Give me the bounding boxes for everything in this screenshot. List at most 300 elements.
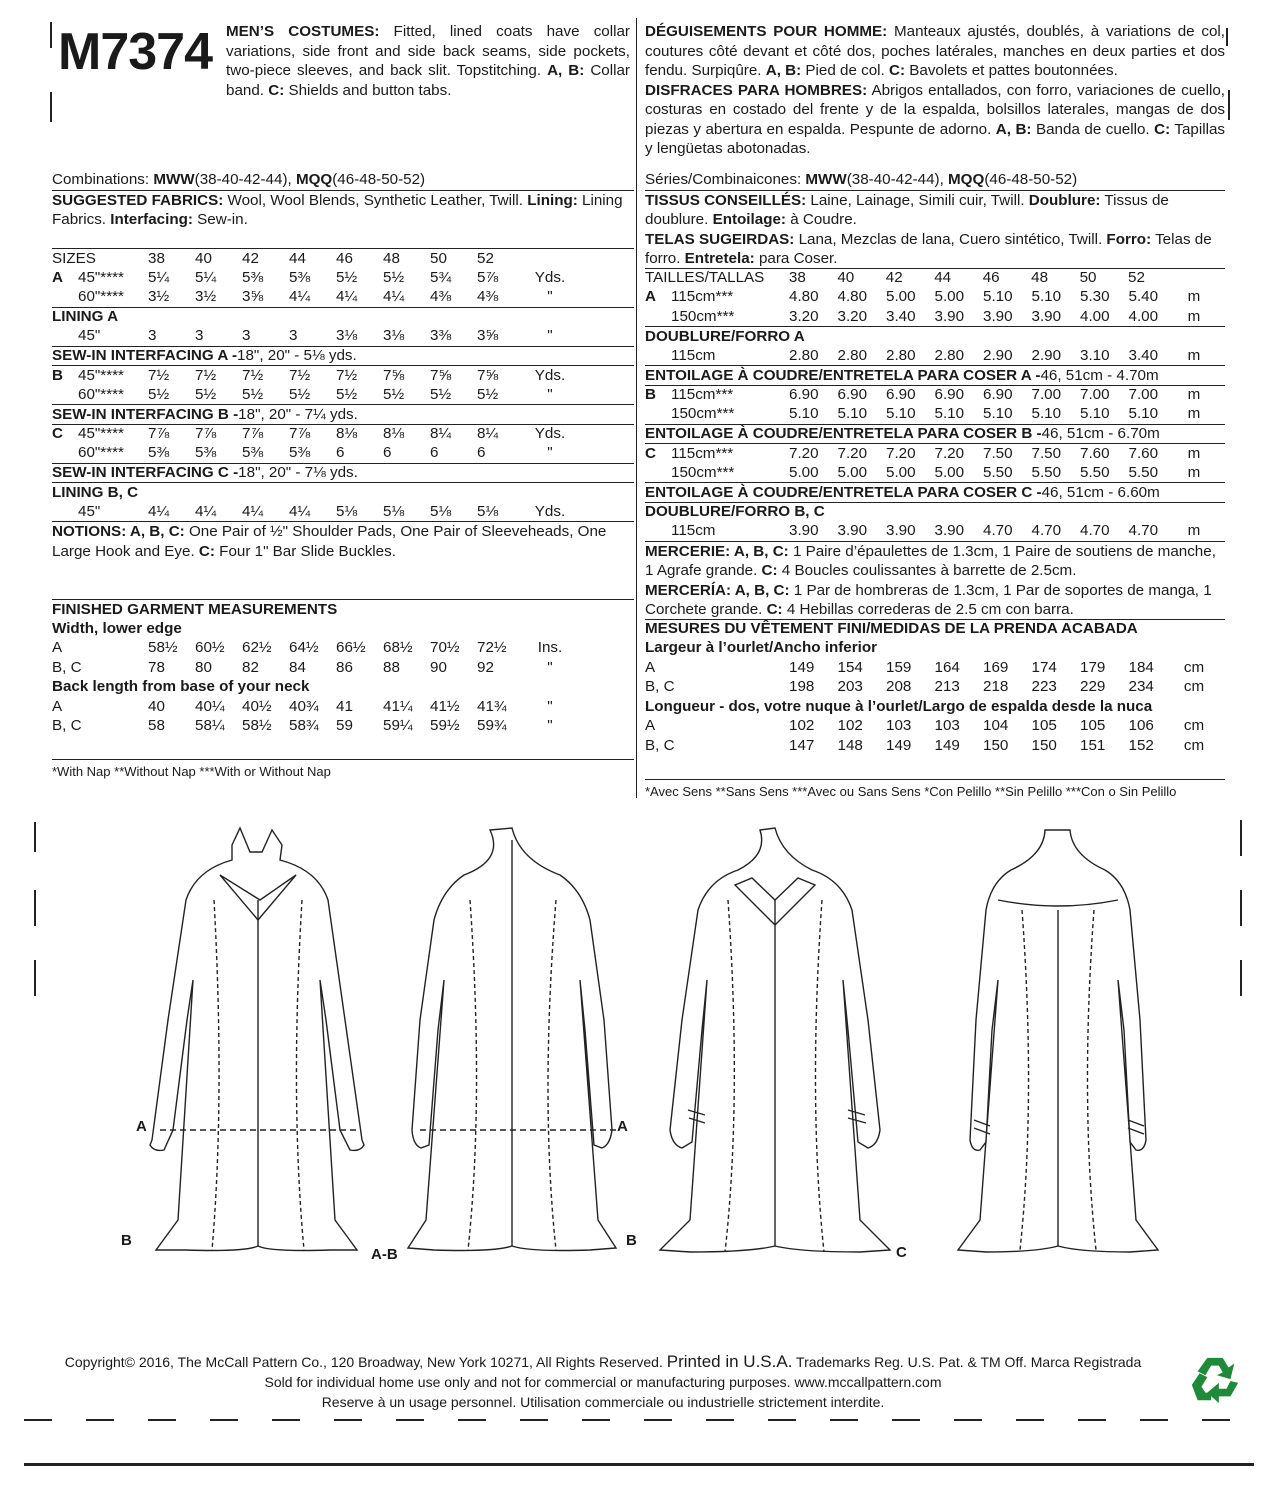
label-c: C	[896, 1244, 907, 1261]
spacer	[645, 755, 1225, 775]
measurement-cell: 59½	[430, 717, 460, 734]
section-header-row	[645, 482, 1225, 502]
yardage-cell: 60"****	[78, 385, 124, 403]
measurement-cell: B, C	[645, 736, 675, 754]
desc-title: MEN’S COSTUMES:	[226, 23, 380, 40]
yardage-cell: 8⅛	[383, 425, 405, 442]
yardage-row	[645, 443, 1225, 463]
yardage-cell: 115cm	[671, 346, 716, 364]
combo-label-fr: Séries/Combinaicones:	[645, 171, 806, 188]
section-header-row	[645, 365, 1225, 385]
margin-tick	[34, 890, 36, 926]
section-header-row	[52, 346, 634, 366]
yardage-cell: 3.40	[1128, 346, 1159, 364]
fr-int-text: à Coudre.	[785, 211, 857, 228]
measurement-row	[645, 658, 1225, 678]
measurement-row	[52, 697, 634, 717]
es-c-text: Tapillas y lengüetas abotonadas.	[645, 120, 1226, 157]
fr-title: DÉGUISEMENTS POUR HOMME:	[645, 23, 888, 40]
usage-line: Sold for individual home use only and not for commercial or manufacturing purposes. www.mccallpattern.com	[264, 1374, 942, 1390]
yardage-cell: 5⅛	[336, 502, 358, 520]
yardage-cell: 3.90	[934, 522, 965, 539]
measurement-row	[52, 716, 634, 736]
yardage-cell: m	[1187, 307, 1201, 325]
yardage-cell: 3.90	[1031, 307, 1062, 325]
garment-illustrations	[0, 800, 1276, 1280]
size-header-cell: 44	[934, 269, 952, 286]
combinations-fr	[645, 170, 1225, 190]
combo-mww-sizes-fr: (38-40-42-44),	[846, 171, 949, 188]
measurement-cell: 150	[983, 736, 1009, 754]
yardage-cell: 5½	[477, 385, 499, 403]
es-text: Abrigos entallados, con forro, variaciones de cuello, costuras en costado del frente y de la espalda, bolsillos laterales, mangas de dos piezas y abertura en espalda. Pespunte de adorno.	[645, 81, 1226, 138]
coat-back-ab	[408, 828, 618, 1251]
section-header: SEW-IN INTERFACING C -	[52, 464, 239, 481]
size-header-cell: 50	[430, 249, 447, 267]
yardage-cell: 4.70	[1080, 522, 1110, 539]
lining-text: Lining Fabrics.	[52, 191, 623, 228]
yardage-cell: "	[547, 385, 553, 403]
yardage-cell: 4¼	[242, 502, 264, 520]
yardage-cell: 45"	[78, 502, 101, 520]
yardage-cell: 3	[242, 327, 251, 344]
yardage-row	[645, 385, 1225, 405]
measurement-cell: 198	[789, 678, 815, 695]
yardage-row	[645, 404, 1225, 424]
es-int-label: Entretela:	[684, 250, 755, 267]
measurement-cell: 159	[886, 658, 912, 676]
margin-tick	[1226, 28, 1228, 46]
yardage-cell: 6.90	[934, 386, 965, 403]
desc-ab: A, B:	[547, 62, 585, 79]
yardage-cell: 2.90	[983, 346, 1013, 364]
yardage-cell: 5.10	[837, 405, 868, 422]
yardage-cell: 5.10	[1031, 288, 1062, 305]
yardage-cell: Yds.	[534, 366, 566, 384]
notions-text: One Pair of ½" Shoulder Pads, One Pair of Sleeveheads, One Large Hook and Eye.	[52, 523, 607, 560]
yardage-cell: 5½	[289, 385, 311, 403]
yardage-cell: C	[645, 444, 656, 462]
measurement-cell: 150	[1031, 736, 1057, 754]
combo-mww: MWW	[153, 171, 195, 188]
size-header-cell: 40	[195, 249, 212, 267]
yardage-cell: "	[547, 327, 553, 344]
measurement-row	[645, 736, 1225, 756]
yardage-cell: 5.00	[789, 463, 819, 481]
yardage-cell: 6	[336, 444, 345, 461]
combinations	[52, 170, 634, 190]
recycle-icon	[1186, 1354, 1244, 1408]
footer	[0, 1352, 1276, 1412]
measurement-cell: 64½	[289, 639, 319, 656]
yardage-cell: C	[52, 425, 63, 442]
yardage-cell: 5.10	[983, 405, 1013, 422]
fr-fab-text: Laine, Lainage, Simili cuir, Twill.	[806, 191, 1029, 209]
measurement-cell: "	[547, 717, 553, 734]
margin-tick	[34, 960, 36, 996]
yardage-row	[645, 287, 1225, 307]
section-header-row	[52, 463, 634, 483]
measurement-cell: 58¼	[195, 717, 225, 734]
yardage-cell: 7½	[336, 366, 358, 384]
size-header-cell: 52	[1128, 269, 1145, 286]
yardage-cell: 6.90	[789, 386, 819, 403]
yardage-cell: 7.00	[1128, 386, 1159, 403]
yardage-cell: 5½	[195, 385, 217, 403]
es-notions-c: C:	[766, 601, 783, 618]
measurement-cell: 59¼	[383, 717, 413, 734]
measurement-cell: 152	[1128, 736, 1154, 754]
yardage-cell: Yds.	[534, 268, 566, 286]
combo-mqq-sizes: (46-48-50-52)	[332, 171, 426, 188]
yardage-cell: 2.80	[789, 346, 819, 364]
label-a-left: A	[136, 1118, 147, 1135]
width-title: Width, lower edge	[52, 619, 182, 637]
measurement-cell: 40¼	[195, 697, 225, 715]
section-header-value: 18", 20" - 5⅛ yds.	[237, 347, 357, 364]
yardage-cell: 2.80	[886, 346, 916, 364]
measurement-cell: 40½	[242, 697, 272, 715]
measurement-cell: 149	[886, 736, 912, 754]
size-header-cell: 46	[336, 249, 353, 267]
yardage-cell: 5.00	[934, 463, 965, 481]
yardage-cell: 3.90	[837, 522, 868, 539]
measurement-cell: 149	[934, 736, 960, 754]
measurement-cell: 106	[1128, 717, 1154, 734]
yardage-cell: 7.60	[1080, 444, 1110, 462]
yardage-cell: 7.50	[983, 444, 1013, 462]
fr-notions-text: 1 Paire d’épaulettes de 1.3cm, 1 Paire de soutiens de manche, 1 Agrafe grande.	[645, 542, 1216, 579]
measurement-cell: 40¾	[289, 697, 319, 715]
yardage-table-fr	[645, 268, 1225, 541]
yardage-cell: 5.50	[1128, 463, 1159, 481]
fgm-title: MESURES DU VÊTEMENT FINI/MEDIDAS DE LA PRENDA ACABADA	[645, 619, 1225, 639]
yardage-row	[645, 521, 1225, 541]
yardage-cell: m	[1187, 444, 1201, 462]
yardage-cell: 4.70	[1128, 522, 1159, 539]
measurement-cell: 58	[148, 717, 165, 734]
measurement-cell: 41	[336, 697, 353, 715]
yardage-cell: 8¼	[477, 425, 499, 442]
size-header-cell: TAILLES/TALLAS	[645, 269, 765, 286]
cut-line	[24, 1419, 1254, 1421]
measurement-cell: 203	[837, 678, 863, 695]
measurement-cell: 229	[1080, 678, 1106, 695]
lining-label: Lining:	[527, 191, 578, 209]
label-ab: A-B	[371, 1246, 398, 1263]
size-header-cell: 42	[885, 269, 903, 286]
yardage-cell: 5½	[430, 385, 452, 403]
yardage-cell: 7½	[289, 366, 311, 384]
yardage-row	[52, 385, 634, 405]
measurement-cell: 103	[934, 717, 960, 734]
measurement-cell: 59	[336, 717, 353, 734]
measurement-cell: B, C	[52, 658, 82, 676]
fr-notions-c-text: 4 Boucles coulissantes à barrette de 2.5cm.	[777, 562, 1077, 579]
fgm-title: FINISHED GARMENT MEASUREMENTS	[52, 599, 634, 619]
yardage-cell: 5.10	[1128, 405, 1159, 422]
yardage-cell: 7.60	[1128, 444, 1159, 462]
measurement-cell: 88	[383, 658, 400, 676]
yardage-cell: 2.80	[837, 346, 868, 364]
yardage-cell: 5.00	[934, 288, 965, 305]
yardage-cell: 7.20	[789, 444, 819, 462]
yardage-cell: 7⅞	[195, 425, 217, 442]
yardage-cell: m	[1187, 522, 1201, 539]
measurement-row	[645, 677, 1225, 697]
measurement-cell: 154	[837, 658, 863, 676]
yardage-cell: 4⅜	[430, 288, 452, 305]
measurement-cell: 58½	[148, 639, 178, 656]
yardage-cell: 7.00	[1031, 386, 1062, 403]
yardage-cell: 5.10	[1080, 405, 1110, 422]
fr-notions-label: MERCERIE: A, B, C:	[645, 542, 789, 560]
left-header	[52, 22, 634, 170]
desc-text: Fitted, lined coats have collar variations, side front and side back seams, side pockets, two-piece sleeves, and back slit. Topstitching.	[226, 23, 630, 79]
interfacing-label: Interfacing:	[110, 211, 193, 228]
yardage-cell: 4¼	[195, 502, 217, 520]
yardage-cell: 4.70	[983, 522, 1013, 539]
measurement-cell: "	[547, 658, 553, 676]
measurement-cell: 184	[1128, 658, 1154, 676]
yardage-cell: 5⅛	[477, 502, 499, 520]
yardage-cell: 60"****	[78, 444, 124, 461]
measurement-cell: 148	[837, 736, 863, 754]
fr-c-text: Bavolets et pattes boutonnées.	[905, 62, 1118, 79]
yardage-cell: 7.00	[1080, 386, 1110, 403]
copyright-line	[0, 1352, 1276, 1372]
yardage-cell: 5.40	[1128, 288, 1159, 305]
measurement-cell: 72½	[477, 639, 507, 656]
yardage-cell: 3.40	[886, 307, 916, 325]
notions-block-fr	[645, 541, 1225, 619]
section-header-value: 18", 20" - 7⅛ yds.	[238, 464, 358, 481]
label-b-right: B	[626, 1232, 637, 1249]
section-header: SEW-IN INTERFACING A -	[52, 347, 238, 364]
yardage-cell: 6	[477, 444, 486, 461]
yardage-cell: 4.00	[1080, 307, 1110, 325]
yardage-cell: 5½	[148, 385, 170, 403]
measurement-cell: 103	[886, 717, 912, 734]
measurement-row	[52, 658, 634, 678]
label-a-right: A	[617, 1118, 628, 1135]
measurement-cell: 70½	[430, 639, 460, 656]
yardage-cell: 4.80	[837, 288, 868, 305]
measurement-cell: 41¾	[477, 697, 507, 715]
yardage-cell: 5⅜	[242, 268, 264, 286]
measurement-cell: 78	[148, 658, 165, 676]
yardage-cell: 150cm***	[671, 405, 735, 422]
section-header-row	[645, 502, 1225, 522]
measurement-cell: 179	[1080, 658, 1106, 676]
size-header-cell: 48	[1031, 269, 1049, 286]
finished-measurements	[52, 599, 634, 784]
yardage-cell: 6.90	[983, 386, 1013, 403]
margin-tick	[50, 22, 52, 48]
yardage-cell: "	[547, 288, 553, 305]
yardage-cell: 3⅝	[242, 288, 264, 305]
yardage-cell: 6	[430, 444, 439, 461]
yardage-cell: 5.10	[789, 405, 819, 422]
yardage-row	[52, 326, 634, 346]
measurement-cell: A	[52, 697, 63, 715]
measurement-cell: cm	[1183, 717, 1205, 734]
english-description	[226, 22, 630, 100]
yardage-cell: m	[1187, 463, 1201, 481]
printed-in: Printed in U.S.A.	[666, 1352, 793, 1371]
notions-c-text: Four 1" Bar Slide Buckles.	[214, 542, 396, 560]
size-header-cell: 38	[148, 249, 165, 267]
es-lin-text: Telas de forro.	[645, 230, 1212, 267]
coat-front-a	[150, 828, 364, 1251]
yardage-cell: A	[645, 288, 656, 305]
fr-fab-label: TISSUS CONSEILLÉS:	[645, 191, 807, 209]
margin-tick	[1240, 890, 1242, 926]
yardage-cell: 3.90	[886, 522, 916, 539]
coat-front-c	[660, 828, 890, 1252]
yardage-cell: 5⅜	[195, 444, 217, 461]
measurement-row	[645, 716, 1225, 736]
back-length-title: Back length from base of your neck	[52, 678, 310, 695]
yardage-cell: 4¼	[148, 502, 170, 520]
measurement-cell: 102	[789, 717, 815, 734]
fabrics-text: Wool, Wool Blends, Synthetic Leather, Twill.	[223, 191, 528, 209]
yardage-cell: 45"****	[78, 425, 124, 442]
yardage-cell: 150cm***	[671, 463, 735, 481]
section-header-value: 46, 51cm - 6.60m	[1041, 483, 1160, 501]
yardage-cell: 4¼	[289, 502, 311, 520]
measurement-cell: 164	[934, 658, 960, 676]
yardage-cell: 5⅛	[383, 502, 405, 520]
measurement-cell: 86	[336, 658, 353, 676]
combo-mqq-sizes-fr: (46-48-50-52)	[984, 171, 1078, 188]
measurement-cell: 40	[148, 697, 165, 715]
measurement-cell: 169	[983, 658, 1009, 676]
finished-measurements-fr	[645, 619, 1225, 804]
section-header: SEW-IN INTERFACING B -	[52, 405, 239, 423]
yardage-cell: 45"****	[78, 366, 124, 384]
yardage-cell: 3	[195, 327, 204, 344]
yardage-row	[645, 307, 1225, 327]
yardage-cell: 5½	[336, 385, 358, 403]
yardage-cell: 3.90	[983, 307, 1013, 325]
measurement-cell: 149	[789, 658, 815, 676]
es-ab-text: Banda de cuello.	[1031, 120, 1155, 138]
measurement-cell: A	[645, 658, 656, 676]
yardage-cell: 5.00	[837, 463, 868, 481]
section-header: ENTOILAGE À COUDRE/ENTRETELA PARA COSER A -	[645, 366, 1041, 384]
yardage-row	[52, 502, 634, 522]
yardage-cell: m	[1187, 288, 1201, 305]
yardage-cell: 5⅛	[430, 502, 452, 520]
yardage-cell: 6.90	[886, 386, 916, 403]
measurement-cell: 84	[289, 658, 306, 676]
yardage-cell: 7.50	[1031, 444, 1062, 462]
footnote: *With Nap **Without Nap ***With or Without Nap	[52, 759, 634, 784]
yardage-cell: m	[1187, 386, 1201, 403]
yardage-cell: 5.10	[1031, 405, 1062, 422]
yardage-cell: 6.90	[837, 386, 868, 403]
measurement-cell: Ins.	[537, 639, 563, 656]
yardage-cell: 4¼	[336, 288, 358, 305]
french-spanish-description	[645, 22, 1225, 159]
fabrics-block-fr	[645, 190, 1225, 268]
section-header-value: 18", 20" - 7¼ yds.	[238, 405, 358, 423]
width-title: Largeur à l’ourlet/Ancho inferior	[645, 639, 878, 656]
yardage-cell: Yds.	[534, 425, 566, 442]
margin-tick	[1228, 90, 1230, 120]
yardage-cell: 5¼	[195, 268, 217, 286]
combo-mww-sizes: (38-40-42-44),	[194, 171, 296, 188]
yardage-cell: 7⅞	[148, 425, 170, 442]
measurement-row	[52, 638, 634, 658]
yardage-cell: 8⅛	[336, 425, 358, 442]
yardage-cell: m	[1187, 346, 1201, 364]
notions-label: NOTIONS: A, B, C:	[52, 523, 185, 540]
yardage-cell: 7.20	[837, 444, 868, 462]
measurement-cell: 105	[1031, 717, 1057, 734]
yardage-cell: 3⅜	[430, 327, 452, 344]
yardage-cell: 3.90	[789, 522, 819, 539]
yardage-cell: 3½	[148, 288, 170, 305]
yardage-row	[52, 287, 634, 307]
desc-ab-text: Collar band.	[226, 62, 630, 99]
yardage-cell: 45"****	[78, 268, 124, 286]
es-fab-label: TELAS SUGEIRDAS:	[645, 230, 795, 248]
yardage-cell: 7½	[195, 366, 217, 384]
yardage-cell: 3⅝	[477, 327, 499, 344]
yardage-table	[52, 248, 634, 521]
yardage-cell: 2.90	[1031, 346, 1062, 364]
yardage-row	[52, 424, 634, 444]
measurement-cell: 234	[1128, 678, 1154, 695]
yardage-cell: B	[645, 386, 656, 403]
yardage-cell: 4.80	[789, 288, 819, 305]
sizes-header-row	[645, 268, 1225, 288]
right-header	[645, 22, 1225, 170]
spacer	[52, 736, 634, 756]
fr-ab: A, B:	[765, 62, 802, 79]
section-header-row	[645, 424, 1225, 444]
yardage-cell: 3	[289, 327, 298, 344]
yardage-cell: 4.70	[1031, 522, 1062, 539]
yardage-cell: 3.20	[789, 307, 819, 325]
measurement-cell: 80	[195, 658, 212, 676]
yardage-cell: 3.90	[934, 307, 965, 325]
yardage-cell: 8¼	[430, 425, 452, 442]
es-fab-text: Lana, Mezclas de lana, Cuero sintético, Twill.	[794, 230, 1107, 248]
yardage-cell: 3⅛	[383, 327, 405, 344]
yardage-cell: 7⅝	[430, 366, 452, 384]
section-header: DOUBLURE/FORRO A	[645, 327, 805, 345]
measurement-cell: cm	[1183, 658, 1205, 676]
measurement-cell: B, C	[52, 717, 82, 734]
back-length-title: Longueur - dos, votre nuque à l’ourlet/Largo de espalda desde la nuca	[645, 697, 1153, 715]
section-header-row	[52, 404, 634, 424]
measurement-cell: cm	[1183, 736, 1205, 754]
yardage-cell: 5½	[242, 385, 264, 403]
yardage-cell: 7½	[148, 366, 170, 384]
fr-text: Manteaux ajustés, doublés, à variations de col, coutures côté devant et côté dos, poches latérales, manches en deux parties et dos fendu. Surpiqûre.	[645, 23, 1225, 79]
measurement-cell: 90	[430, 658, 447, 676]
measurement-cell: 60½	[195, 639, 225, 656]
combo-mqq: MQQ	[295, 171, 333, 188]
yardage-cell: 7.20	[886, 444, 916, 462]
measurement-cell: 105	[1080, 717, 1106, 734]
section-header-row	[52, 482, 634, 502]
yardage-cell: 5¾	[430, 268, 452, 286]
size-header-cell: 42	[242, 249, 259, 267]
